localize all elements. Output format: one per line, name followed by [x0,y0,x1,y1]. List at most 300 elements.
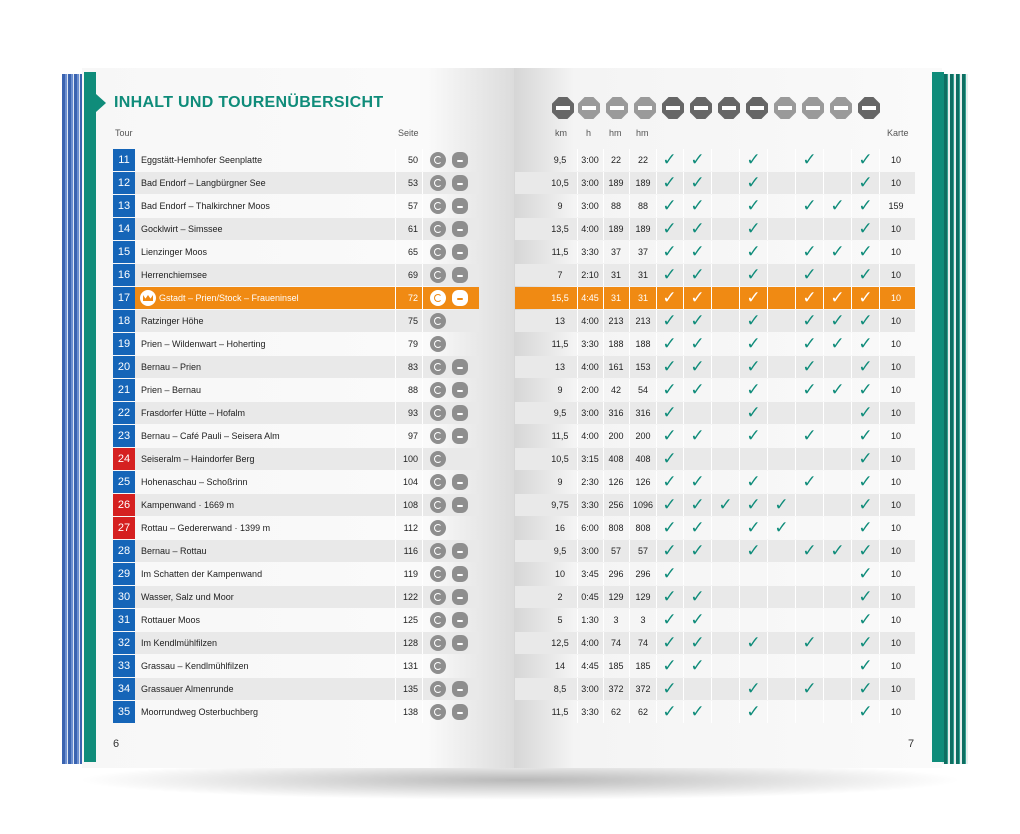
check-icon: ✓ [662,449,677,468]
column-divider [577,333,578,355]
check-icon: ✓ [746,403,761,422]
check-icon: ✓ [662,288,677,307]
map-number: 10 [890,431,901,441]
map-number: 10 [890,454,901,464]
tour-number: 26 [113,494,135,516]
tour-name[interactable]: Hohenaschau – Schoßrinn [141,477,248,487]
tour-name[interactable]: Eggstätt-Hemhofer Seenplatte [141,155,263,165]
map-number: 10 [890,592,901,602]
table-row[interactable] [113,517,479,539]
check-icon: ✓ [690,311,705,330]
column-divider [879,379,880,401]
table-row[interactable] [113,402,479,424]
page-reference: 97 [407,431,418,441]
distance-km: 10,5 [551,178,569,188]
loop-route-icon [430,566,446,582]
check-icon: ✓ [746,541,761,560]
column-divider [577,471,578,493]
column-divider [739,494,740,516]
check-icon: ✓ [746,357,761,376]
check-icon: ✓ [690,518,705,537]
column-divider [879,241,880,263]
tour-name[interactable]: Bad Endorf – Langbürgner See [141,178,266,188]
one-way-route-icon [430,382,446,398]
tour-name[interactable]: Grassauer Almenrunde [141,684,234,694]
ascent-hm: 88 [610,201,621,211]
check-icon: ✓ [662,196,677,215]
column-divider [767,655,768,677]
column-divider [851,195,852,217]
column-divider [739,264,740,286]
column-divider [629,356,630,378]
table-row[interactable] [113,448,479,470]
tour-name[interactable]: Prien – Bernau [141,385,202,395]
column-divider [422,517,423,539]
column-divider [711,517,712,539]
check-icon: ✓ [858,219,873,238]
column-divider [767,356,768,378]
distance-km: 11,5 [551,431,569,441]
check-icon: ✓ [858,472,873,491]
table-row[interactable] [113,264,479,286]
table-row-details [515,586,915,608]
descent-hm: 189 [635,224,651,234]
check-icon: ✓ [662,219,677,238]
column-divider [879,356,880,378]
column-divider [683,678,684,700]
column-divider [795,172,796,194]
column-divider [683,494,684,516]
page-reference: 88 [407,385,418,395]
tour-name[interactable]: Bernau – Café Pauli – Seisera Alm [141,431,280,441]
tour-number: 34 [113,678,135,700]
column-divider [683,655,684,677]
page-reference: 75 [407,316,418,326]
page-reference: 104 [402,477,418,487]
column-divider [767,287,768,309]
tour-name[interactable]: Kampenwand · 1669 m [141,500,235,510]
map-number: 10 [890,523,901,533]
tour-number: 21 [113,379,135,401]
table-row[interactable] [113,149,479,171]
check-icon: ✓ [802,380,817,399]
descent-hm: 213 [635,316,651,326]
family-bear-icon [452,681,468,697]
duration-h: 4:00 [581,224,599,234]
family-bear-icon [452,359,468,375]
distance-km: 11,5 [551,707,569,717]
column-divider [603,517,604,539]
family-bear-icon [452,405,468,421]
check-icon: ✓ [662,173,677,192]
table-row[interactable] [113,586,479,608]
check-icon: ✓ [662,311,677,330]
tour-name[interactable]: Im Kendlmühlfilzen [141,638,218,648]
ascent-hm: 408 [608,454,624,464]
map-number: 10 [890,178,901,188]
column-divider [739,471,740,493]
check-icon: ✓ [802,265,817,284]
check-icon: ✓ [690,265,705,284]
column-divider [603,241,604,263]
table-row[interactable] [113,632,479,654]
page-title: INHALT UND TOURENÜBERSICHT [114,94,384,111]
column-divider [767,632,768,654]
tour-number: 11 [113,149,135,171]
column-divider [879,195,880,217]
column-divider [683,287,684,309]
column-divider [683,264,684,286]
check-icon: ✓ [690,219,705,238]
column-divider [711,402,712,424]
check-icon: ✓ [690,541,705,560]
ascent-hm: 372 [608,684,624,694]
family-bear-icon [452,497,468,513]
ascent-hm: 188 [608,339,624,349]
column-divider [823,195,824,217]
check-icon: ✓ [858,150,873,169]
descent-hm: 1096 [632,500,654,510]
column-divider [683,517,684,539]
column-divider [795,448,796,470]
column-divider [603,563,604,585]
column-divider [823,494,824,516]
column-divider [851,287,852,309]
descent-hm: 296 [635,569,651,579]
column-divider [711,471,712,493]
distance-km: 10 [554,569,565,579]
column-divider [851,264,852,286]
column-divider [851,471,852,493]
loop-route-icon [430,244,446,260]
table-row[interactable] [113,471,479,493]
distance-km: 8,5 [553,684,567,694]
check-icon: ✓ [662,150,677,169]
column-divider [577,264,578,286]
column-divider [739,310,740,332]
tour-name[interactable]: Herrenchiemsee [141,270,208,280]
column-divider [795,149,796,171]
table-row[interactable] [113,655,479,677]
check-icon: ✓ [662,495,677,514]
descent-hm: 54 [637,385,648,395]
column-divider [629,195,630,217]
check-icon: ✓ [662,587,677,606]
column-divider [603,287,604,309]
column-divider [577,379,578,401]
tour-number: 19 [113,333,135,355]
column-divider [577,402,578,424]
table-row[interactable] [113,241,479,263]
column-divider [603,425,604,447]
column-divider [795,379,796,401]
header-h: h [586,128,592,138]
tour-number: 17 [113,287,135,309]
table-row[interactable] [113,356,479,378]
check-icon: ✓ [746,219,761,238]
duration-h: 4:45 [581,293,599,303]
column-divider [795,241,796,263]
tour-name[interactable]: Wasser, Salz und Moor [141,592,234,602]
table-row[interactable] [113,425,479,447]
table-row[interactable] [113,563,479,585]
map-number: 10 [890,638,901,648]
column-divider [823,333,824,355]
column-divider [739,448,740,470]
column-divider [603,218,604,240]
column-divider [711,218,712,240]
table-row-details [515,172,915,194]
column-divider [711,310,712,332]
map-number: 10 [890,408,901,418]
column-divider [629,218,630,240]
column-divider [683,609,684,631]
tour-name[interactable]: Rottauer Moos [141,615,201,625]
check-icon: ✓ [746,173,761,192]
check-icon: ✓ [858,541,873,560]
column-divider [795,632,796,654]
column-divider [711,264,712,286]
distance-km: 7 [557,270,563,280]
duration-h: 2:10 [581,270,599,280]
family-bear-icon [452,152,468,168]
ascent-hm: 189 [608,178,624,188]
descent-hm: 22 [637,155,648,165]
tour-name[interactable]: Seiseralm – Haindorfer Berg [141,454,255,464]
check-icon: ✓ [858,587,873,606]
column-divider [739,218,740,240]
column-divider [851,678,852,700]
tour-name[interactable]: Im Schatten der Kampenwand [141,569,263,579]
tour-name[interactable]: Frasdorfer Hütte – Hofalm [141,408,246,418]
tour-name[interactable]: Prien – Wildenwart – Hoherting [141,339,266,349]
column-divider [422,701,423,723]
distance-km: 9,75 [551,500,569,510]
column-divider [795,425,796,447]
tour-name[interactable]: Moorrundweg Osterbuchberg [141,707,259,717]
check-icon: ✓ [858,334,873,353]
column-divider [767,333,768,355]
map-number: 10 [890,362,901,372]
duration-h: 0:45 [581,592,599,602]
page-reference: 93 [407,408,418,418]
loop-route-icon [430,612,446,628]
table-row[interactable] [113,218,479,240]
teal-bar-right [932,72,944,762]
loop-route-icon [430,198,446,214]
table-row[interactable] [113,701,479,723]
check-icon: ✓ [858,265,873,284]
header-hm-down: hm [636,128,649,138]
column-divider [879,425,880,447]
column-divider [683,586,684,608]
page-reference: 131 [402,661,418,671]
column-divider [603,264,604,286]
column-divider [823,149,824,171]
check-icon: ✓ [802,541,817,560]
column-divider [603,655,604,677]
column-divider [823,586,824,608]
column-divider [422,356,423,378]
loop-route-icon [430,474,446,490]
column-divider [879,632,880,654]
page-reference: 125 [402,615,418,625]
page-reference: 138 [402,707,418,717]
column-divider [851,425,852,447]
descent-hm: 200 [635,431,651,441]
table-row-details [515,701,915,723]
check-icon: ✓ [858,702,873,721]
loop-route-icon [430,428,446,444]
table-row-details [515,149,915,171]
column-divider [795,517,796,539]
column-divider [683,241,684,263]
table-row[interactable] [113,609,479,631]
ascent-hm: 31 [610,270,621,280]
column-divider [422,287,423,309]
column-divider [879,448,880,470]
page-reference: 72 [407,293,418,303]
tour-name[interactable]: Bad Endorf – Thalkirchner Moos [141,201,270,211]
tour-number: 25 [113,471,135,493]
column-divider [577,586,578,608]
column-divider [879,609,880,631]
column-divider [879,333,880,355]
table-row-details [515,195,915,217]
map-number: 10 [890,224,901,234]
ascent-hm: 31 [610,293,621,303]
table-row[interactable] [113,678,479,700]
column-divider [739,195,740,217]
check-icon: ✓ [802,426,817,445]
column-divider [851,356,852,378]
table-row[interactable] [113,333,479,355]
page-reference: 50 [407,155,418,165]
page-reference: 122 [402,592,418,602]
column-divider [767,678,768,700]
loop-route-icon [430,451,446,467]
table-row-details [515,517,915,539]
check-icon: ✓ [662,472,677,491]
table-row-details [515,632,915,654]
check-icon: ✓ [858,403,873,422]
column-divider [711,172,712,194]
column-divider [422,333,423,355]
map-number: 10 [890,684,901,694]
column-divider [683,195,684,217]
column-divider [795,310,796,332]
table-row-details [515,655,915,677]
duration-h: 3:00 [581,546,599,556]
check-icon: ✓ [858,449,873,468]
column-divider [603,356,604,378]
check-icon: ✓ [746,518,761,537]
tour-name[interactable]: Bernau – Rottau [141,546,207,556]
loop-route-icon [430,175,446,191]
column-divider [683,356,684,378]
tour-name[interactable]: Ratzinger Höhe [141,316,204,326]
loop-route-icon [430,405,446,421]
check-icon: ✓ [690,380,705,399]
tour-name[interactable]: Rottau – Gedererwand · 1399 m [141,523,271,533]
check-icon: ✓ [746,196,761,215]
family-bear-icon [452,244,468,260]
map-number: 10 [890,155,901,165]
distance-km: 9 [557,477,563,487]
column-divider [795,471,796,493]
table-row[interactable] [113,287,479,309]
page-number-right: 7 [908,738,915,750]
column-divider [683,310,684,332]
table-row-details [515,563,915,585]
column-divider [879,149,880,171]
check-icon: ✓ [830,196,845,215]
duration-h: 3:00 [581,155,599,165]
column-divider [739,149,740,171]
tour-name[interactable]: Bernau – Prien [141,362,202,372]
column-divider [422,195,423,217]
column-divider [577,655,578,677]
distance-km: 13,5 [551,224,569,234]
column-divider [683,701,684,723]
duration-h: 3:30 [581,500,599,510]
check-icon: ✓ [690,288,705,307]
column-divider [711,448,712,470]
loop-route-icon [430,152,446,168]
descent-hm: 3 [640,615,646,625]
column-divider [767,540,768,562]
tour-name[interactable]: Grassau – Kendlmühlfilzen [141,661,249,671]
table-row[interactable] [113,379,479,401]
table-row[interactable] [113,540,479,562]
column-divider [629,563,630,585]
column-divider [629,517,630,539]
column-divider [683,149,684,171]
table-row[interactable] [113,310,479,332]
column-divider [711,655,712,677]
tour-name[interactable]: Gstadt – Prien/Stock – Fraueninsel [159,293,299,303]
check-icon: ✓ [662,242,677,261]
table-row[interactable] [113,494,479,516]
table-row[interactable] [113,195,479,217]
tour-number: 22 [113,402,135,424]
page-reference: 128 [402,638,418,648]
column-divider [879,218,880,240]
descent-hm: 88 [637,201,648,211]
column-divider [851,655,852,677]
column-divider [739,563,740,585]
column-divider [629,287,630,309]
table-row-details [515,425,915,447]
column-divider [422,655,423,677]
distance-km: 13 [554,316,565,326]
ascent-hm: 62 [610,707,621,717]
column-divider [739,172,740,194]
check-icon: ✓ [746,633,761,652]
column-divider [577,540,578,562]
column-divider [711,609,712,631]
tour-name[interactable]: Lienzinger Moos [141,247,208,257]
column-divider [577,494,578,516]
loop-route-icon [430,336,446,352]
column-divider [767,494,768,516]
table-row[interactable] [113,172,479,194]
tour-name[interactable]: Gocklwirt – Simssee [141,224,223,234]
distance-km: 14 [554,661,565,671]
ascent-hm: 129 [608,592,624,602]
check-icon: ✓ [858,679,873,698]
column-divider [851,586,852,608]
